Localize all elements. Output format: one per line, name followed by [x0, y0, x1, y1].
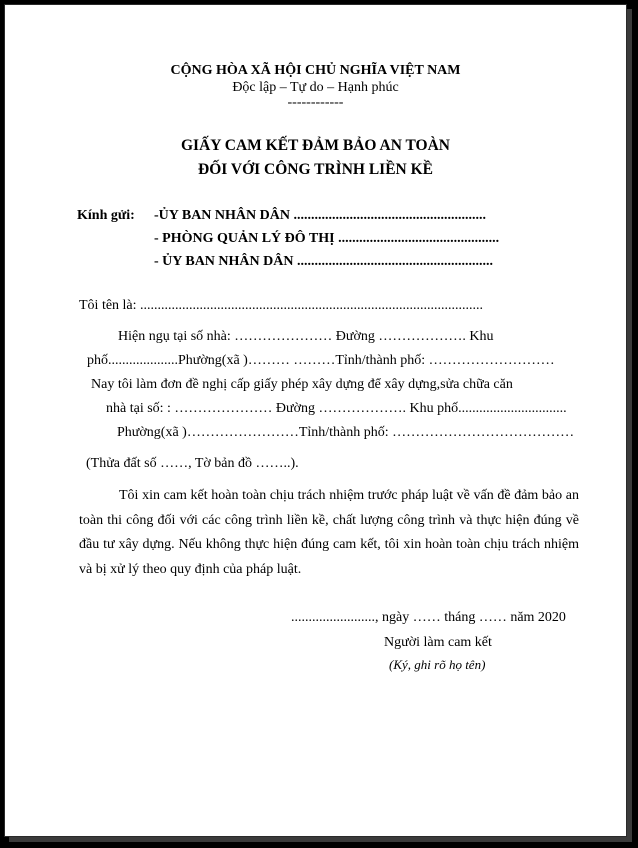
- recipient-line-1: -ỦY BAN NHÂN DÂN .......................................................: [154, 208, 486, 223]
- signature-role: Người làm cam kết: [384, 635, 492, 650]
- commitment-paragraph: [79, 484, 579, 582]
- commitment-text: Tôi xin cam kết hoàn toàn chịu trách nhiệm trước pháp luật về vấn đề đảm bảo an toàn thi công đối với các công trình liền kề, chất lượng công trình và thực hiện đúng về đầu tư xây dựng. Nếu không thực hiện đúng cam kết, tôi xin hoàn toàn chịu trách nhiệm và bị xử lý theo quy định của pháp luật.: [79, 488, 579, 577]
- request-line1: Nay tôi làm đơn đề nghị cấp giấy phép xây dựng để xây dựng,sửa chữa căn: [91, 377, 513, 392]
- document-page: [4, 4, 627, 837]
- recipient-line-2: - PHÒNG QUẢN LÝ ĐÔ THỊ ..............................................: [154, 231, 500, 246]
- request-line2: nhà tại số: : ………………… Đường ………………. Khu phố...............................: [106, 401, 567, 416]
- residence-address-line2: phố....................Phường(xã )……… ………Tỉnh/thành phố: ………………………: [87, 353, 555, 368]
- parcel-line: (Thửa đất số ……, Tờ bản đồ ……..).: [86, 456, 299, 471]
- national-title: CỘNG HÒA XÃ HỘI CHỦ NGHĨA VIỆT NAM: [170, 63, 461, 78]
- national-motto: Độc lập – Tự do – Hạnh phúc: [232, 80, 399, 95]
- recipient-label: Kính gửi:: [77, 208, 135, 223]
- signature-note: (Ký, ghi rõ họ tên): [389, 657, 486, 672]
- document-title-line2: ĐỐI VỚI CÔNG TRÌNH LIỀN KỀ: [198, 161, 433, 178]
- residence-address-line1: Hiện ngụ tại số nhà: ………………… Đường ………………. Khu: [118, 329, 494, 344]
- signature-date: ........................, ngày …… tháng …… năm 2020: [291, 610, 566, 625]
- request-line3: Phường(xã )……………………Tỉnh/thành phố: …………………………………: [117, 425, 575, 440]
- applicant-name-line: Tôi tên là: ..................................................................................................: [79, 298, 484, 313]
- recipient-line-3: - ỦY BAN NHÂN DÂN ........................................................: [154, 254, 493, 269]
- header-separator: ------------: [287, 95, 344, 110]
- document-title-line1: GIẤY CAM KẾT ĐẢM BẢO AN TOÀN: [181, 137, 450, 154]
